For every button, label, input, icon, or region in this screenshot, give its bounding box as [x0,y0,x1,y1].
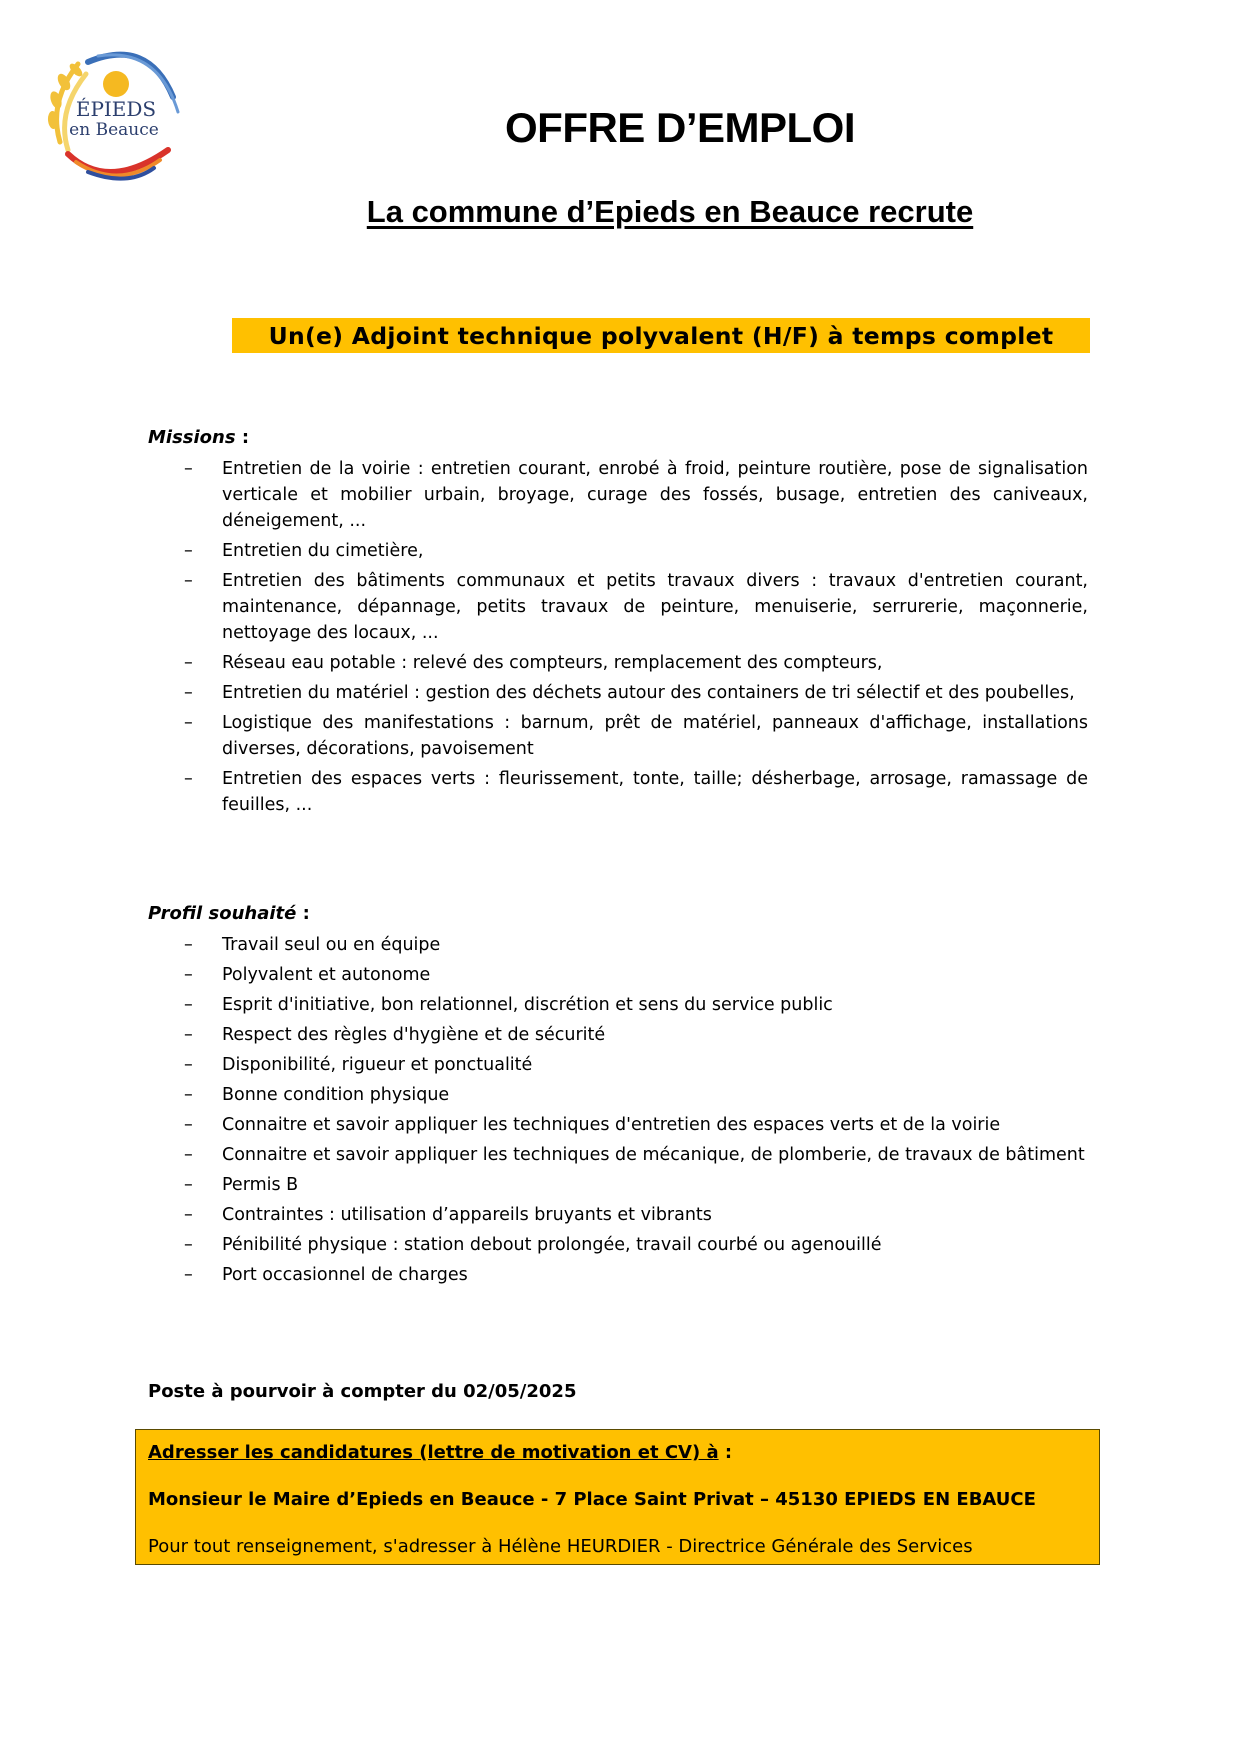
list-item: – Port occasionnel de charges [148,1262,1088,1288]
profile-list [148,932,1088,1292]
application-address: Monsieur le Maire d’Epieds en Beauce - 7 Place Saint Privat – 45130 EPIEDS EN EBAUCE [148,1489,1036,1510]
list-item: – Entretien des espaces verts : fleurissement, tonte, taille; désherbage, arrosage, ramassage de feuilles, ... [148,766,1088,818]
logo-graphic [38,42,188,192]
list-item: – Esprit d'initiative, bon relationnel, discrétion et sens du service public [148,992,1088,1018]
list-item: – Entretien de la voirie : entretien courant, enrobé à froid, peinture routière, pose de signalisation verticale et mobilier urbain, broyage, curage des fossés, busage, entretien des caniveaux, déneigement, ... [148,456,1088,534]
list-item: – Entretien des bâtiments communaux et petits travaux divers : travaux d'entretien courant, maintenance, dépannage, petits travaux de peinture, menuiserie, serrurerie, maçonnerie, nettoyage des locaux, ... [148,568,1088,646]
list-item: – Travail seul ou en équipe [148,932,1088,958]
missions-list [148,456,1088,822]
list-item: – Entretien du cimetière, [148,538,1088,564]
list-item: – Polyvalent et autonome [148,962,1088,988]
page-subtitle: La commune d’Epieds en Beauce recrute [366,194,974,229]
list-item: – Connaitre et savoir appliquer les techniques de mécanique, de plomberie, de travaux de bâtiment [148,1142,1088,1168]
contact-info: Pour tout renseignement, s'adresser à Hélène HEURDIER - Directrice Générale des Services [148,1536,973,1557]
list-item: – Bonne condition physique [148,1082,1088,1108]
epieds-logo [38,42,188,192]
list-item: – Pénibilité physique : station debout prolongée, travail courbé ou agenouillé [148,1232,1088,1258]
page-title: OFFRE D’EMPLOI [505,104,855,151]
profile-heading: Profil souhaité : [148,903,310,924]
logo-line-1: ÉPIEDS [75,97,157,121]
post-title: Un(e) Adjoint technique polyvalent (H/F) à temps complet [268,321,1054,350]
application-heading: Adresser les candidatures (lettre de motivation et CV) à : [148,1442,733,1463]
logo-line-2: en Beauce [69,120,159,140]
post-title-banner [232,318,1090,353]
list-item: – Permis B [148,1172,1088,1198]
list-item: – Respect des règles d'hygiène et de sécurité [148,1022,1088,1048]
list-item: – Connaitre et savoir appliquer les techniques d'entretien des espaces verts et de la voirie [148,1112,1088,1138]
list-item: – Entretien du matériel : gestion des déchets autour des containers de tri sélectif et des poubelles, [148,680,1088,706]
list-item: – Logistique des manifestations : barnum, prêt de matériel, panneaux d'affichage, installations diverses, décorations, pavoisement [148,710,1088,762]
list-item: – Réseau eau potable : relevé des compteurs, remplacement des compteurs, [148,650,1088,676]
list-item: – Contraintes : utilisation d’appareils bruyants et vibrants [148,1202,1088,1228]
application-box [135,1429,1100,1565]
start-date-line: Poste à pourvoir à compter du 02/05/2025 [148,1381,577,1402]
missions-heading: Missions : [148,427,250,448]
list-item: – Disponibilité, rigueur et ponctualité [148,1052,1088,1078]
